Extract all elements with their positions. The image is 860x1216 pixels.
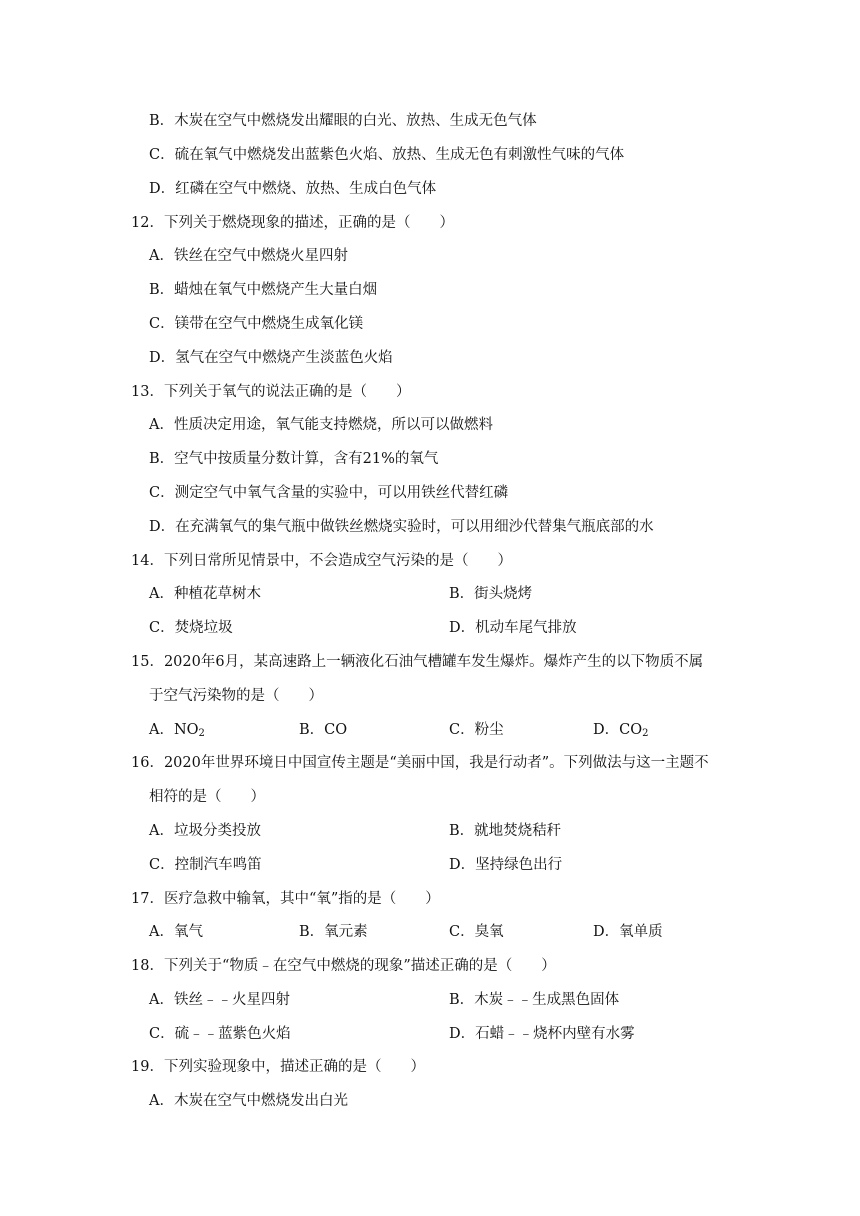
q15-option-d-text: D．CO <box>593 722 643 738</box>
q14-option-d: D．机动车尾气排放 <box>449 620 577 636</box>
q15-stem-line1: 15．2020年6月，某高速路上一辆液化石油气槽罐车发生爆炸。爆炸产生的以下物质不属 <box>131 654 704 670</box>
q16-option-b: B．就地焚烧秸秆 <box>449 823 562 839</box>
q18-option-d: D．石蜡﹣﹣烧杯内壁有水雾 <box>449 1026 635 1042</box>
q13-option-d: D．在充满氧气的集气瓶中做铁丝燃烧实验时，可以用细沙代替集气瓶底部的水 <box>149 519 654 535</box>
q19-option-a: A．木炭在空气中燃烧发出白光 <box>149 1093 348 1109</box>
q17-option-b: B．氧元素 <box>299 924 368 940</box>
q15-stem-line2: 于空气污染物的是（ ） <box>149 688 323 704</box>
q17-option-d: D．氧单质 <box>593 924 663 940</box>
q18-option-b: B．木炭﹣﹣生成黑色固体 <box>449 992 620 1008</box>
q16-stem-line1: 16．2020年世界环境日中国宣传主题是“美丽中国，我是行动者”。下列做法与这一主题不 <box>131 755 709 771</box>
q18-option-a: A．铁丝﹣﹣火星四射 <box>149 992 290 1008</box>
q16-option-a: A．垃圾分类投放 <box>149 823 261 839</box>
q15-option-d <box>593 720 648 740</box>
q11-option-d: D．红磷在空气中燃烧、放热、生成白色气体 <box>149 181 437 197</box>
q15-option-a-text: A．NO <box>149 722 199 738</box>
q15-option-a-subscript: 2 <box>198 728 205 739</box>
q19-stem: 19．下列实验现象中，描述正确的是（ ） <box>131 1059 425 1075</box>
q11-option-c: C．硫在氧气中燃烧发出蓝紫色火焰、放热、生成无色有刺激性气味的气体 <box>149 147 625 163</box>
q12-option-b: B．蜡烛在氧气中燃烧产生大量白烟 <box>149 282 378 298</box>
q16-stem-line2: 相符的是（ ） <box>149 789 265 805</box>
q13-option-a: A．性质决定用途，氧气能支持燃烧，所以可以做燃料 <box>149 417 493 433</box>
q11-option-b: B．木炭在空气中燃烧发出耀眼的白光、放热、生成无色气体 <box>149 113 537 129</box>
q14-option-c: C．焚烧垃圾 <box>149 620 233 636</box>
q14-stem: 14．下列日常所见情景中，不会造成空气污染的是（ ） <box>131 553 512 569</box>
q14-option-b: B．街头烧烤 <box>449 586 533 602</box>
q15-option-c: C．粉尘 <box>449 722 504 738</box>
q18-option-c: C．硫﹣﹣蓝紫色火焰 <box>149 1026 291 1042</box>
q12-option-d: D．氢气在空气中燃烧产生淡蓝色火焰 <box>149 350 393 366</box>
q15-option-a <box>149 720 205 740</box>
q14-option-a: A．种植花草树木 <box>149 586 261 602</box>
q13-option-b: B．空气中按质量分数计算，含有21%的氧气 <box>149 451 439 467</box>
q17-option-a: A．氧气 <box>149 924 203 940</box>
q13-option-c: C．测定空气中氧气含量的实验中，可以用铁丝代替红磷 <box>149 485 509 501</box>
q15-option-d-subscript: 2 <box>642 728 649 739</box>
q16-option-c: C．控制汽车鸣笛 <box>149 857 262 873</box>
q17-option-c: C．臭氧 <box>449 924 504 940</box>
q12-option-c: C．镁带在空气中燃烧生成氧化镁 <box>149 316 364 332</box>
q12-stem: 12．下列关于燃烧现象的描述，正确的是（ ） <box>131 215 454 231</box>
q15-option-b: B．CO <box>299 722 348 738</box>
q12-option-a: A．铁丝在空气中燃烧火星四射 <box>149 248 348 264</box>
q17-stem: 17．医疗急救中输氧，其中“氧”指的是（ ） <box>131 891 440 907</box>
q18-stem: 18．下列关于“物质﹣在空气中燃烧的现象”描述正确的是（ ） <box>131 958 556 974</box>
q13-stem: 13．下列关于氧气的说法正确的是（ ） <box>131 384 411 400</box>
q16-option-d: D．坚持绿色出行 <box>449 857 563 873</box>
